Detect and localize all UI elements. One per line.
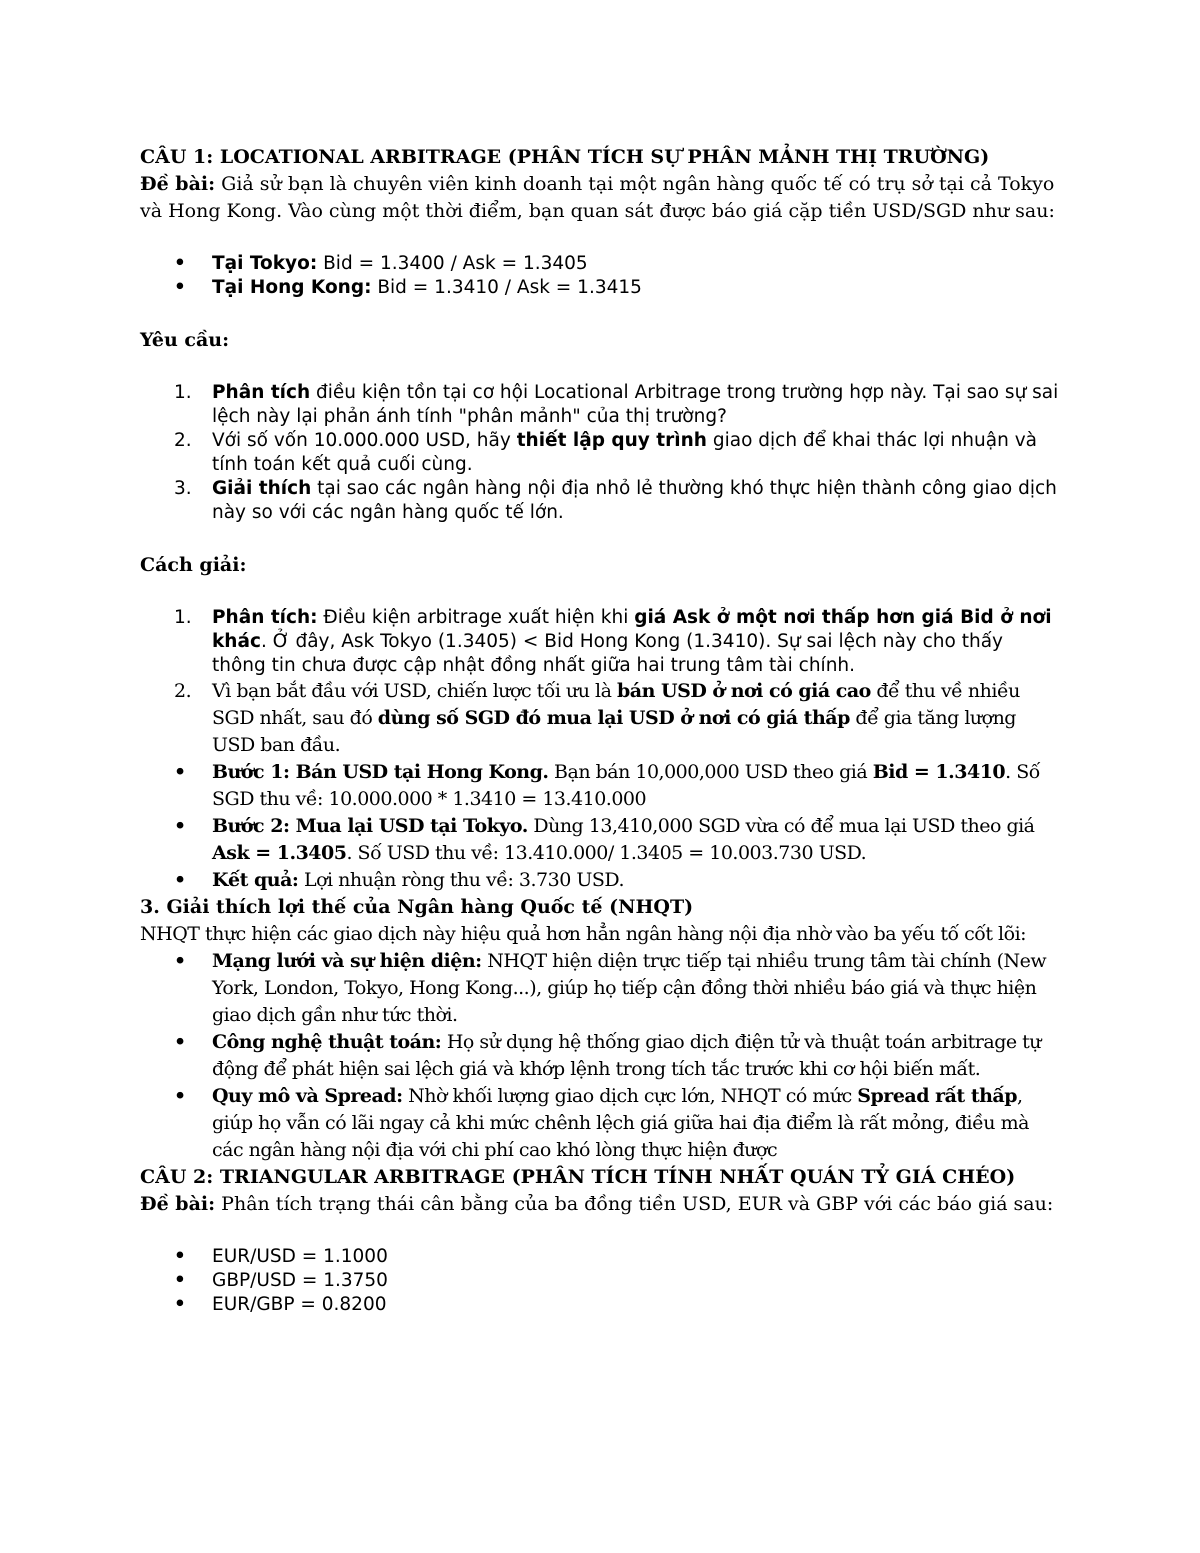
spacer: [140, 300, 1060, 327]
list-item: 2. Với số vốn 10.000.000 USD, hãy thiết lập quy trình giao dịch để khai thác lợi nhuận và tính toán kết quả cuối cùng.: [174, 430, 1037, 475]
advantages-list: [140, 948, 1060, 1164]
spacer: [140, 525, 1060, 552]
list-item: • Kết quả: Lợi nhuận ròng thu về: 3.730 USD.: [140, 867, 1060, 894]
solution-heading: Cách giải:: [140, 554, 247, 576]
list-item: • EUR/USD = 1.1000: [140, 1245, 1060, 1269]
requirements-list: [140, 381, 1060, 525]
question-2-title: CÂU 2: TRIANGULAR ARBITRAGE (PHÂN TÍCH TÍNH NHẤT QUÁN TỶ GIÁ CHÉO): [140, 1166, 1016, 1188]
steps-list: [140, 759, 1060, 894]
list-item: • Quy mô và Spread: Nhờ khối lượng giao dịch cực lớn, NHQT có mức Spread rất thấp, giúp họ vẫn có lãi ngay cả khi mức chênh lệch giá giữa hai địa điểm là rất mỏng, điều mà các ngân hàng nội địa với chi phí cao khó lòng thực hiện được: [140, 1083, 1060, 1164]
list-item: • Tại Tokyo: Bid = 1.3400 / Ask = 1.3405: [140, 252, 1060, 276]
list-item: 1. Phân tích điều kiện tồn tại cơ hội Locational Arbitrage trong trường hợp này. Tại sao sự sai lệch này lại phản ánh tính "phân mảnh" của thị trường?: [174, 382, 1059, 427]
document-body: [140, 144, 1060, 1317]
question-2-problem: [140, 1191, 1060, 1218]
list-item: • Công nghệ thuật toán: Họ sử dụng hệ thống giao dịch điện tử và thuật toán arbitrage tự động để phát hiện sai lệch giá và khớp lệnh trong tích tắc trước khi cơ hội biến mất.: [140, 1029, 1060, 1083]
list-item: • Bước 1: Bán USD tại Hong Kong. Bạn bán 10,000,000 USD theo giá Bid = 1.3410. Số SGD thu về: 10.000.000 * 1.3410 = 13.410.000: [140, 759, 1060, 813]
solution-3-intro: NHQT thực hiện các giao dịch này hiệu quả hơn hẳn ngân hàng nội địa nhờ vào ba yếu tố cốt lõi:: [140, 923, 1027, 945]
solution-list: [140, 606, 1060, 759]
list-item: • Tại Hong Kong: Bid = 1.3410 / Ask = 1.3415: [140, 276, 1060, 300]
list-item: • GBP/USD = 1.3750: [140, 1269, 1060, 1293]
quote-list: [140, 252, 1060, 300]
list-item: 1. Phân tích: Điều kiện arbitrage xuất hiện khi giá Ask ở một nơi thấp hơn giá Bid ở nơi khác. Ở đây, Ask Tokyo (1.3405) < Bid Hong Kong (1.3410). Sự sai lệch này cho thấy thông tin chưa được cập nhật đồng nhất giữa hai trung tâm tài chính.: [174, 607, 1052, 676]
problem-label: Đề bài:: [140, 173, 216, 195]
list-item: • EUR/GBP = 0.8200: [140, 1293, 1060, 1317]
problem-text: Giả sử bạn là chuyên viên kinh doanh tại một ngân hàng quốc tế có trụ sở tại cả Tokyo và Hong Kong. Vào cùng một thời điểm, bạn quan sát được báo giá cặp tiền USD/SGD như sau:: [140, 173, 1055, 222]
rates-list: [140, 1245, 1060, 1317]
question-1-problem: [140, 171, 1060, 225]
list-item: 3. Giải thích tại sao các ngân hàng nội địa nhỏ lẻ thường khó thực hiện thành công giao dịch này so với các ngân hàng quốc tế lớn.: [174, 478, 1057, 523]
list-item: • Mạng lưới và sự hiện diện: NHQT hiện diện trực tiếp tại nhiều trung tâm tài chính (New York, London, Tokyo, Hong Kong...), giúp họ tiếp cận đồng thời nhiều báo giá và thực hiện giao dịch gần như tức thời.: [140, 948, 1060, 1029]
question-1-title: CÂU 1: LOCATIONAL ARBITRAGE (PHÂN TÍCH SỰ PHÂN MẢNH THỊ TRƯỜNG): [140, 146, 990, 168]
list-item: • Bước 2: Mua lại USD tại Tokyo. Dùng 13,410,000 SGD vừa có để mua lại USD theo giá Ask = 1.3405. Số USD thu về: 13.410.000/ 1.3405 = 10.003.730 USD.: [140, 813, 1060, 867]
requirements-heading: Yêu cầu:: [140, 329, 230, 351]
list-item: 2. Vì bạn bắt đầu với USD, chiến lược tối ưu là bán USD ở nơi có giá cao để thu về nhiều SGD nhất, sau đó dùng số SGD đó mua lại USD ở nơi có giá thấp để gia tăng lượng USD ban đầu.: [174, 680, 1020, 756]
problem-text: Phân tích trạng thái cân bằng của ba đồng tiền USD, EUR và GBP với các báo giá sau:: [215, 1193, 1054, 1215]
solution-3-heading: 3. Giải thích lợi thế của Ngân hàng Quốc tế (NHQT): [140, 896, 694, 918]
problem-label: Đề bài:: [140, 1193, 216, 1215]
